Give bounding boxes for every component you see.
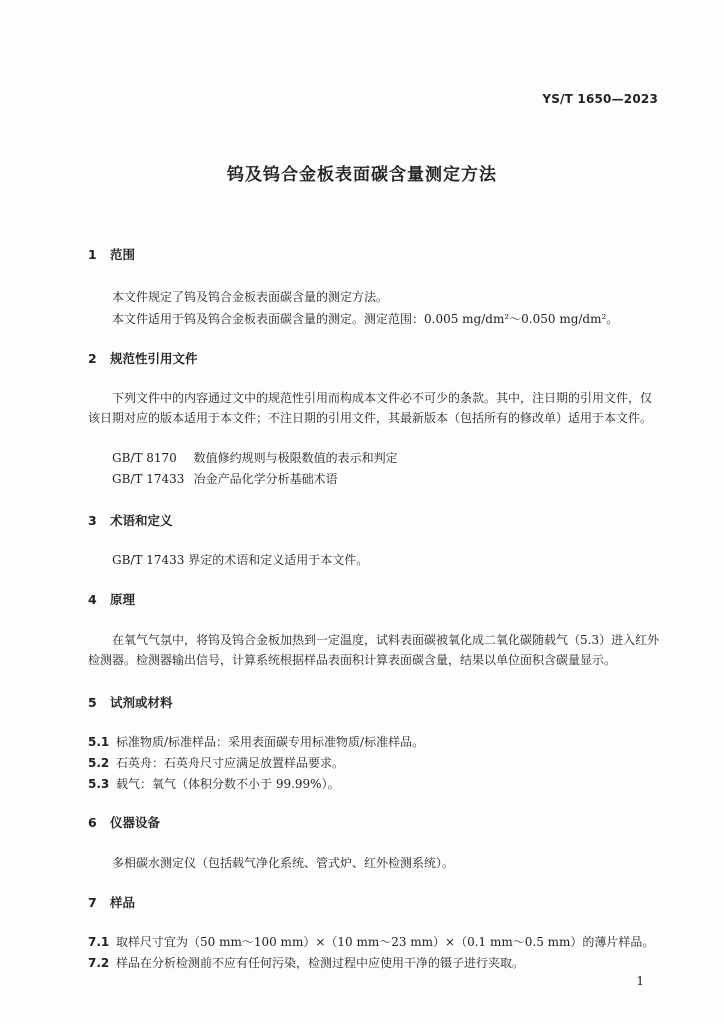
section-5-heading xyxy=(88,694,173,712)
clause-number: 7.2 xyxy=(88,956,110,970)
clause-text: 石英舟：石英舟尺寸应满足放置样品要求。 xyxy=(116,756,345,770)
clause-item xyxy=(88,732,424,752)
clause-text: 样品在分析检测前不应有任何污染，检测过程中应使用干净的镊子进行夹取。 xyxy=(116,956,525,970)
reference-item xyxy=(112,448,398,468)
document-id: YS/T 1650—2023 xyxy=(542,92,658,106)
clause-number: 7.1 xyxy=(88,935,110,949)
section-3-heading xyxy=(88,512,173,530)
reference-name: 冶金产品化学分析基础术语 xyxy=(193,472,338,486)
scope-line-1: 本文件规定了钨及钨合金板表面碳含量的测定方法。 xyxy=(112,290,389,304)
section-title: 试剂或材料 xyxy=(110,695,173,710)
reference-code: GB/T 8170 xyxy=(112,451,177,465)
scope-line-2: 本文件适用于钨及钨合金板表面碳含量的测定。测定范围：0.005 mg/dm²～0.050 mg/dm²。 xyxy=(112,312,619,326)
clause-number: 5.1 xyxy=(88,735,110,749)
section-4-heading xyxy=(88,591,135,609)
section-title: 范围 xyxy=(110,247,136,262)
clause-number: 5.3 xyxy=(88,777,110,791)
reference-code: GB/T 17433 xyxy=(112,472,185,486)
section-number: 5 xyxy=(88,695,97,710)
clause-item xyxy=(88,953,524,973)
section-2-heading xyxy=(88,350,198,368)
section-number: 4 xyxy=(88,592,97,607)
terms-line: GB/T 17433 界定的术语和定义适用于本文件。 xyxy=(112,553,369,567)
document-title: 钨及钨合金板表面碳含量测定方法 xyxy=(227,165,497,185)
clause-text: 载气：氧气（体积分数不小于 99.99%）。 xyxy=(116,777,340,791)
reference-item xyxy=(112,469,338,489)
section-title: 仪器设备 xyxy=(110,815,161,830)
section-1-heading xyxy=(88,246,135,264)
section-number: 3 xyxy=(88,513,97,528)
section-number: 6 xyxy=(88,815,97,830)
section-number: 1 xyxy=(88,247,97,262)
section-7-heading xyxy=(88,894,135,912)
clause-number: 5.2 xyxy=(88,756,110,770)
section-number: 7 xyxy=(88,895,97,910)
section-title: 术语和定义 xyxy=(110,513,173,528)
section-title: 样品 xyxy=(110,895,136,910)
clause-item xyxy=(88,932,654,952)
section-number: 2 xyxy=(88,351,97,366)
clause-item xyxy=(88,774,340,794)
section-title: 原理 xyxy=(110,592,136,607)
normative-references-paragraph: 下列文件中的内容通过文中的规范性引用而构成本文件必不可少的条款。其中，注日期的引用文件，仅该日期对应的版本适用于本文件；不注日期的引用文件，其最新版本（包括所有的修改单）适用于本文件。 xyxy=(88,391,653,425)
principle-paragraph: 在氧气气氛中，将钨及钨合金板加热到一定温度，试料表面碳被氧化成二氧化碳随载气（5.3）进入红外检测器。检测器输出信号，计算系统根据样品表面积计算表面碳含量，结果以单位面积含碳量显示。 xyxy=(88,633,660,667)
section-title: 规范性引用文件 xyxy=(110,351,198,366)
reference-name: 数值修约规则与极限数值的表示和判定 xyxy=(193,451,398,465)
section-6-heading xyxy=(88,814,160,832)
clause-text: 取样尺寸宜为（50 mm～100 mm）×（10 mm～23 mm）×（0.1 mm～0.5 mm）的薄片样品。 xyxy=(116,935,655,949)
page-number: 1 xyxy=(636,974,644,988)
clause-item xyxy=(88,753,344,773)
apparatus-line: 多相碳水测定仪（包括载气净化系统、管式炉、红外检测系统）。 xyxy=(112,856,455,870)
clause-text: 标准物质/标准样品：采用表面碳专用标准物质/标准样品。 xyxy=(116,735,425,749)
